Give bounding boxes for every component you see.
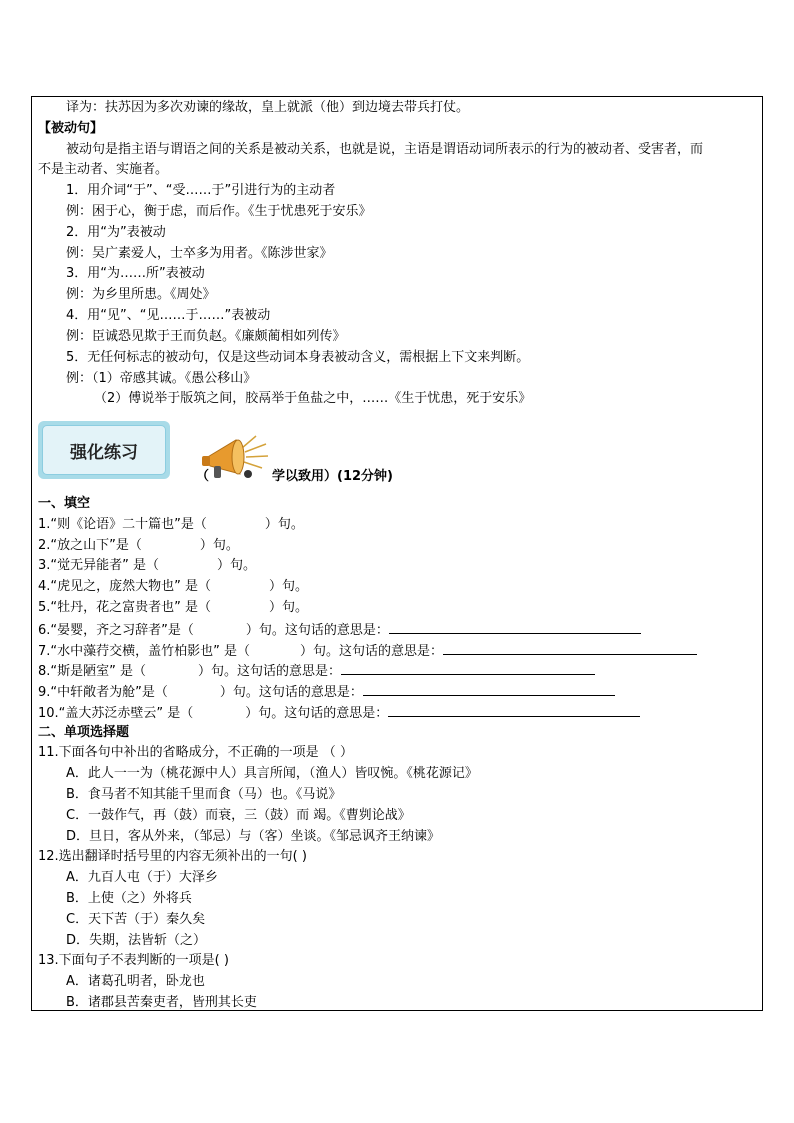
- answer-blank: [388, 703, 640, 717]
- answer-blank: [389, 620, 641, 634]
- rule-4: 4．用“见”、“见……于……”表被动: [66, 308, 271, 323]
- answer-blank: [363, 682, 615, 696]
- example-2: 例：吴广素爱人，士卒多为用者。《陈涉世家》: [66, 246, 333, 261]
- passive-definition-line-1: 被动句是指主语与谓语之间的关系是被动关系，也就是说，主语是谓语动词所表示的行为的被动者、受害者，而: [66, 142, 704, 157]
- passive-definition-line-2: 不是主动者、实施者。: [38, 162, 169, 177]
- q11-option-b: B．食马者不知其能千里而食（马）也。《马说》: [66, 787, 342, 802]
- q12-option-b: B．上使（之）外将兵: [66, 891, 192, 906]
- question-11: 11.下面各句中补出的省略成分，不正确的一项是 （ ）: [38, 745, 353, 760]
- practice-caption: 学以致用）(12分钟): [272, 469, 393, 484]
- section-heading-passive: 【被动句】: [38, 121, 104, 136]
- example-5a: 例：（1）帝感其诚。《愚公移山》: [66, 371, 257, 386]
- fill-item-6: 6.“晏婴，齐之习辞者”是（ ）句。这句话的意思是：: [38, 620, 641, 637]
- q11-option-c: C．一鼓作气，再（鼓）而衰，三（鼓）而 竭。《曹刿论战》: [66, 808, 411, 823]
- rule-3: 3．用“为……所”表被动: [66, 266, 205, 281]
- fill-item-10: 10.“盖大苏泛赤壁云” 是（ ）句。这句话的意思是：: [38, 703, 640, 720]
- fill-item-7: 7.“水中藻荇交横，盖竹柏影也” 是（ ）句。这句话的意思是：: [38, 641, 697, 658]
- rule-5: 5．无任何标志的被动句，仅是这些动词本身表被动含义，需根据上下文来判断。: [66, 350, 530, 365]
- rule-2: 2．用“为”表被动: [66, 225, 166, 240]
- question-12: 12.选出翻译时括号里的内容无须补出的一句( ): [38, 849, 307, 864]
- practice-caption-open: （: [196, 469, 210, 484]
- q13-option-b: B．诸郡县苦秦吏者，皆刑其长吏: [66, 995, 257, 1010]
- fill-item-3: 3.“觉无异能者” 是（ ）句。: [38, 558, 257, 573]
- example-3: 例：为乡里所患。《周处》: [66, 287, 216, 302]
- fill-item-2: 2.“放之山下”是（ ）句。: [38, 538, 239, 553]
- fill-item-8: 8.“斯是陋室” 是（ ）句。这句话的意思是：: [38, 661, 595, 678]
- part2-heading: 二、单项选择题: [38, 725, 130, 740]
- fill-item-1: 1.“则《论语》二十篇也”是（ ）句。: [38, 517, 304, 532]
- translation-line: 译为：扶苏因为多次劝谏的缘故，皇上就派（他）到边境去带兵打仗。: [66, 100, 470, 115]
- answer-blank: [341, 661, 595, 675]
- q12-option-a: A．九百人屯（于）大泽乡: [66, 870, 218, 885]
- part1-heading: 一、填空: [38, 496, 91, 511]
- q12-option-c: C．天下苦（于）秦久矣: [66, 912, 206, 927]
- fill-item-4: 4.“虎见之，庞然大物也” 是（ ）句。: [38, 579, 309, 594]
- practice-badge-label: 强化练习: [42, 425, 166, 475]
- question-13: 13.下面句子不表判断的一项是( ): [38, 953, 229, 968]
- example-4: 例：臣诚恐见欺于王而负赵。《廉颇蔺相如列传》: [66, 329, 346, 344]
- megaphone-icon: [200, 430, 270, 482]
- fill-item-9: 9.“中轩敞者为舱”是（ ）句。这句话的意思是：: [38, 682, 615, 699]
- example-5b: （2）傅说举于版筑之间，胶鬲举于鱼盐之中，……《生于忧患，死于安乐》: [94, 391, 532, 406]
- q12-option-d: D．失期，法皆斩（之）: [66, 933, 207, 948]
- fill-item-5: 5.“牡丹，花之富贵者也” 是（ ）句。: [38, 600, 309, 615]
- answer-blank: [443, 641, 697, 655]
- rule-1: 1．用介词“于”、“受……于”引进行为的主动者: [66, 183, 336, 198]
- q11-option-a: A．此人一一为（桃花源中人）具言所闻，（渔人）皆叹惋。《桃花源记》: [66, 766, 478, 781]
- q11-option-d: D．旦日，客从外来，（邹忌）与（客）坐谈。《邹忌讽齐王纳谏》: [66, 829, 441, 844]
- practice-badge: [38, 421, 170, 479]
- example-1: 例：困于心，衡于虑，而后作。《生于忧患死于安乐》: [66, 204, 372, 219]
- q13-option-a: A．诸葛孔明者，卧龙也: [66, 974, 205, 989]
